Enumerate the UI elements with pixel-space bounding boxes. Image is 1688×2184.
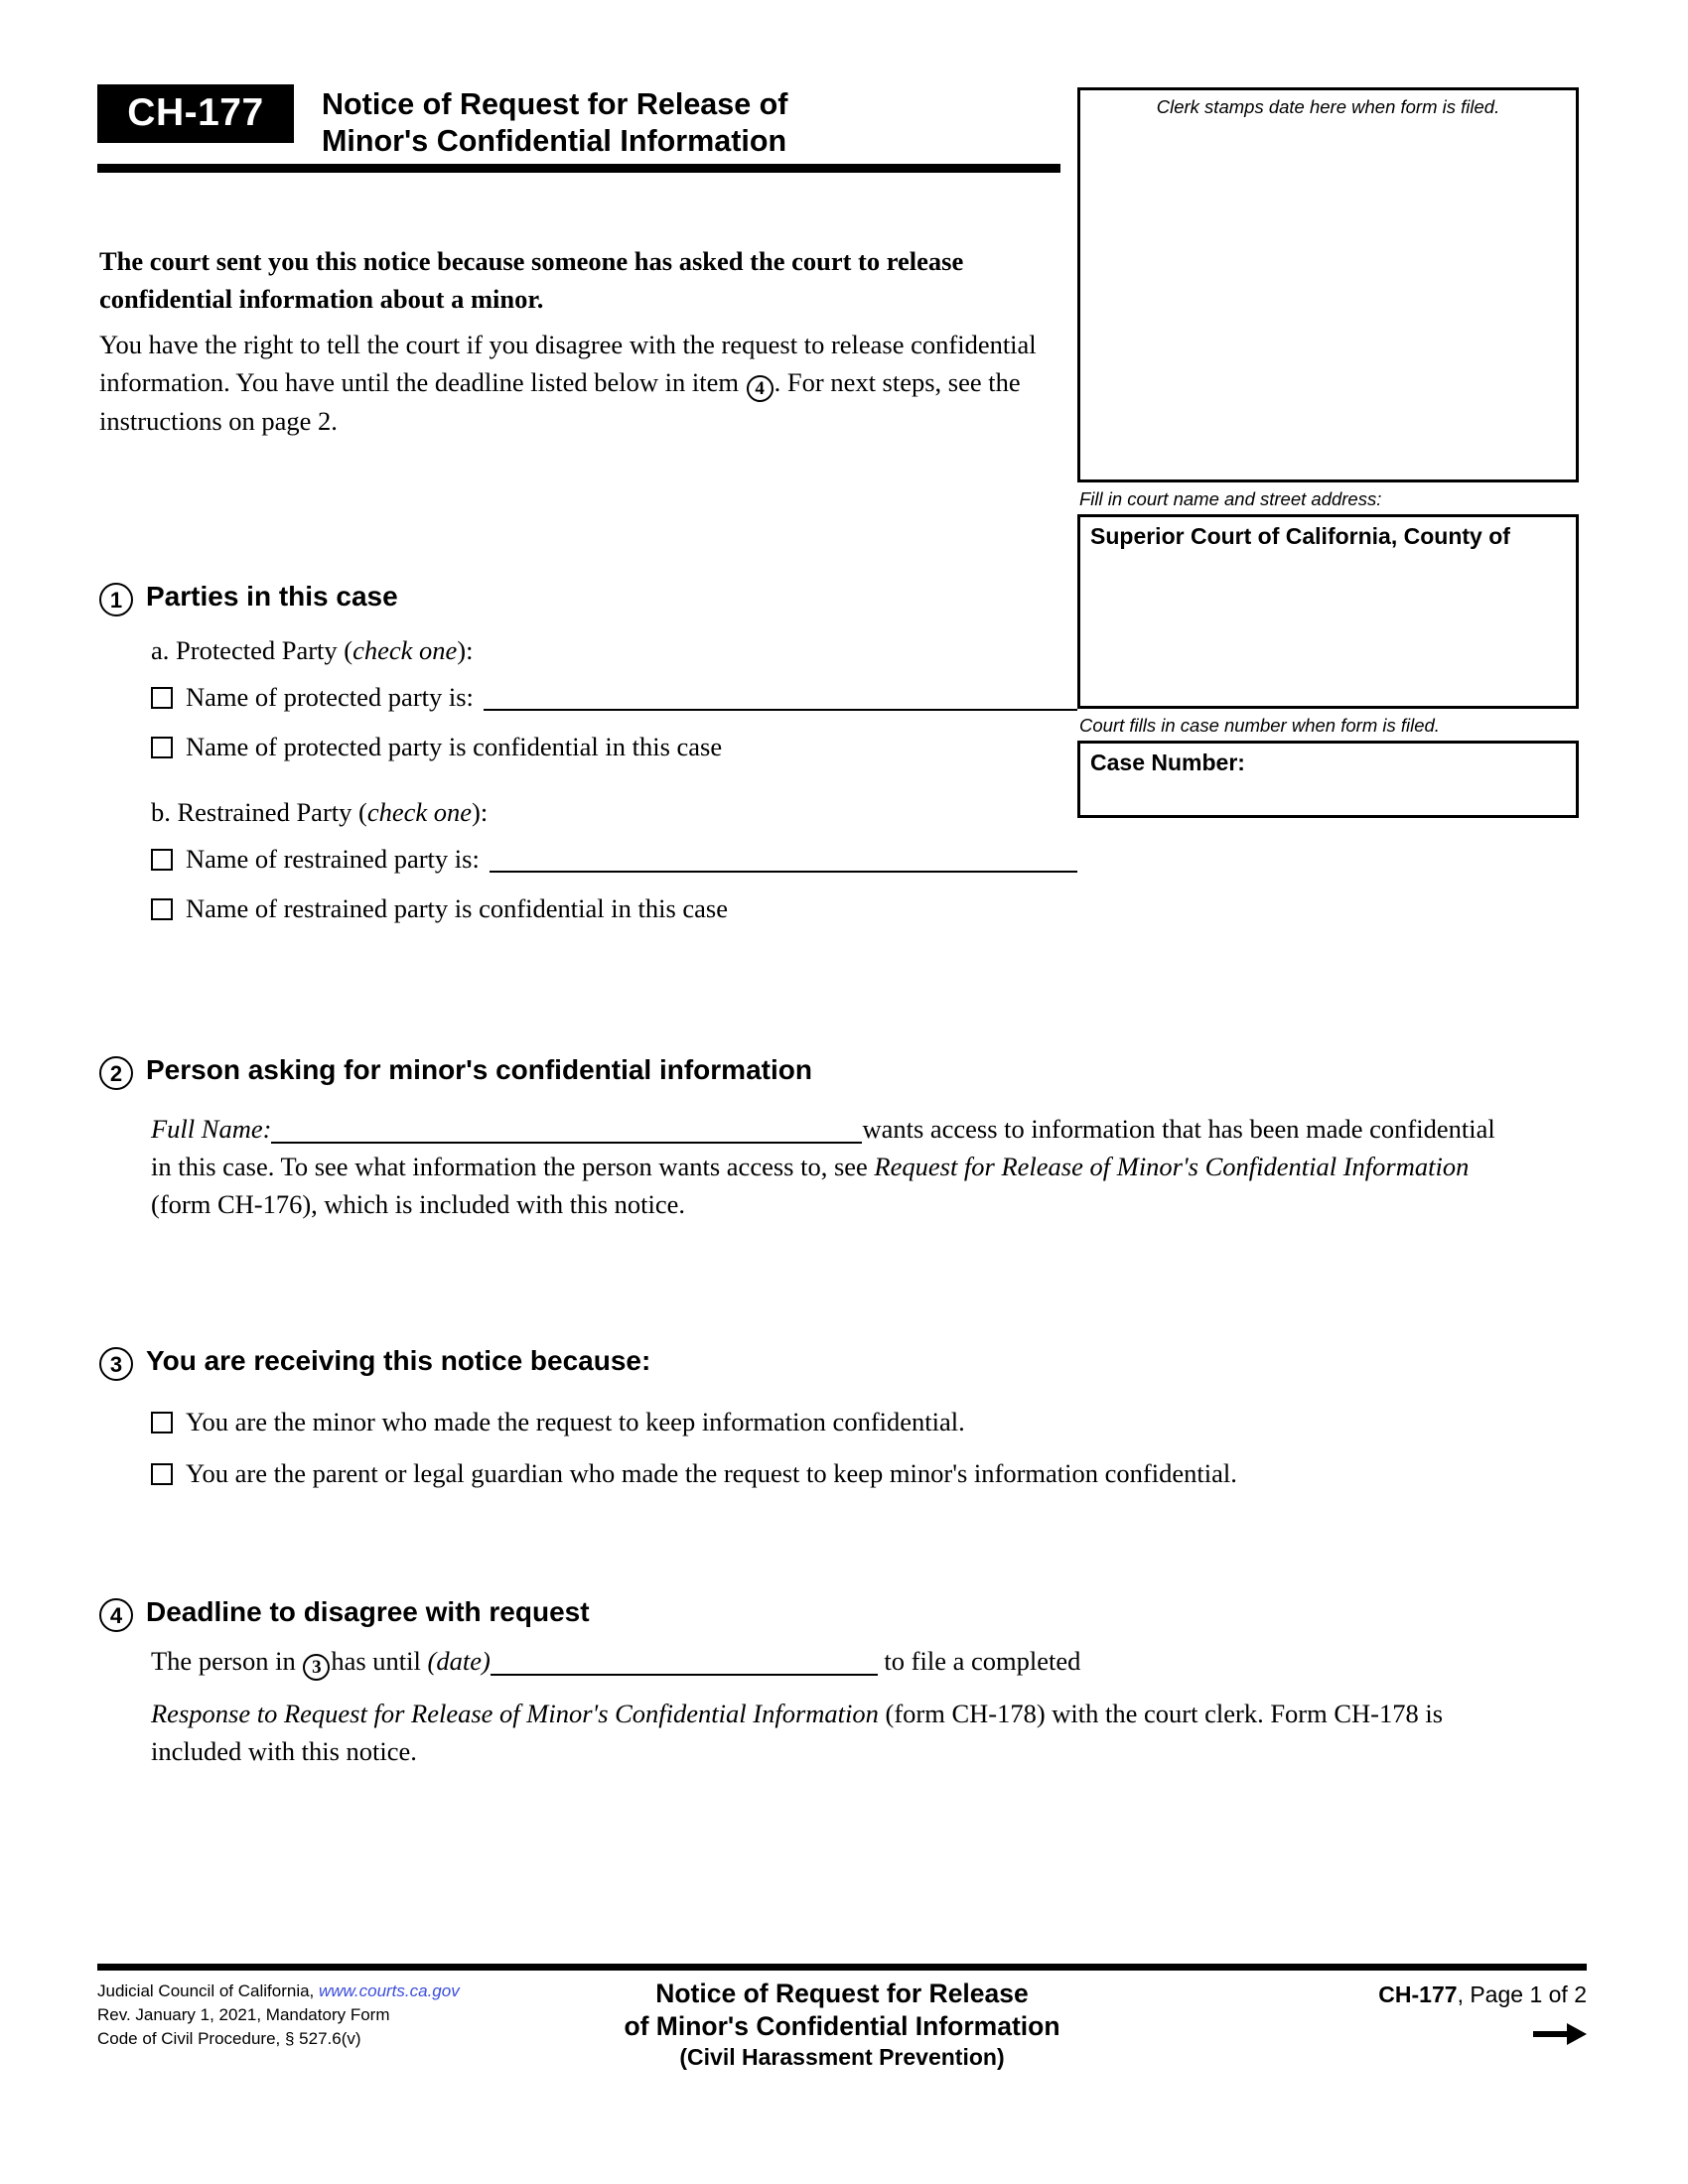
court-name-field[interactable] [1077,514,1579,709]
section-2-title: Person asking for minor's confidential information [146,1054,812,1085]
checkbox-you-are-guardian[interactable] [151,1463,173,1485]
checkbox-restrained-party-confidential-label: Name of restrained party is confidential in this case [186,893,729,924]
checkbox-you-are-minor-label: You are the minor who made the request to keep information confidential. [186,1407,965,1436]
court-name-label: Fill in court name and street address: [1079,488,1382,509]
footer-title-line1: Notice of Request for Release [655,1979,1029,2008]
section-2-body-line2: been made confidential in this case. To see what information the person wants access to, see [151,1114,1495,1182]
form-code-badge: CH-177 [97,84,294,143]
footer-page-number: , Page 1 of 2 [1457,1981,1587,2007]
full-name-input[interactable] [271,1142,862,1144]
restrained-party-label-suffix: ): [472,796,489,827]
deadline-mid: has until [331,1646,421,1676]
form-footer [97,1978,1587,2107]
footer-legal-info [97,1979,460,2051]
case-number-field[interactable] [1077,741,1579,818]
page-title [294,84,787,160]
checkbox-row-you-are-guardian[interactable] [151,1456,1509,1490]
checkbox-restrained-party-confidential[interactable] [151,898,173,920]
section-4-deadline-line [151,1642,1509,1681]
checkbox-protected-party-name-label: Name of protected party is: [186,682,474,712]
right-arrow-icon [1533,2023,1587,2043]
checkbox-restrained-party-name-label: Name of restrained party is: [186,843,480,874]
clerk-stamp-box [1077,87,1579,482]
court-name-value: Superior Court of California, County of [1090,523,1510,549]
footer-form-title [475,1978,1209,2072]
section-why-receiving [99,1345,1509,1491]
footer-page-label [1378,1981,1587,2008]
intro-block [99,243,1057,441]
courts-website-link[interactable]: www.courts.ca.gov [319,1981,460,2000]
restrained-party-label [151,797,1077,828]
section-2-heading [99,1054,1509,1090]
header-divider [97,164,1060,173]
section-number-4: 4 [99,1598,133,1632]
section-4-body-after: (form CH-178) with the court clerk. Form CH-178 is included with this notice. [151,1699,1444,1767]
section-parties [99,581,1077,926]
checkbox-row-restrained-confidential[interactable] [151,891,1077,925]
checkbox-row-restrained-name[interactable] [151,842,1077,876]
section-1-title: Parties in this case [146,581,398,612]
section-person-asking [99,1054,1509,1223]
section-4-title: Deadline to disagree with request [146,1596,590,1627]
section-4-body [151,1695,1509,1770]
section-3-title: You are receiving this notice because: [146,1345,651,1376]
protected-party-label-prefix: a. Protected Party ( [151,635,353,665]
checkbox-you-are-minor[interactable] [151,1412,173,1433]
section-2-after-line: wants access to information that has [862,1114,1243,1144]
clerk-stamp-caption: Clerk stamps date here when form is filed. [1156,96,1500,117]
intro-body-text [99,326,1057,440]
protected-party-name-input[interactable] [484,685,1077,711]
section-3-heading [99,1345,1509,1381]
item-reference-4: 4 [747,375,774,402]
checkbox-row-protected-confidential[interactable] [151,730,1077,763]
full-name-label: Full Name: [151,1114,272,1144]
deadline-date-label: (date) [427,1646,491,1676]
restrained-party-label-prefix: b. Restrained Party ( [151,796,367,827]
form-ch178-italic-title: Response to Request for Release of Minor's Confidential Information [151,1699,879,1728]
case-number-label: Court fills in case number when form is filed. [1079,715,1440,736]
intro-bold-text: The court sent you this notice because someone has asked the court to release confidential information about a minor. [99,246,964,314]
protected-party-label [151,635,1077,666]
protected-party-label-italic: check one [352,635,458,665]
checkbox-restrained-party-name[interactable] [151,849,173,871]
footer-page-info [1378,1981,1587,2049]
section-2-body [151,1110,1509,1223]
case-number-value: Case Number: [1090,750,1245,775]
intro-body-part1: You have the right to tell the court if you disagree with the request to release confidential information. You have until the deadline listed below in item [99,330,1037,398]
restrained-party-label-italic: check one [366,796,473,827]
footer-divider [97,1964,1587,1971]
deadline-prefix: The person in [151,1646,296,1676]
footer-code-line: Code of Civil Procedure, § 527.6(v) [97,2029,361,2049]
section-number-2: 2 [99,1056,133,1090]
section-2-body-line3: (form CH-176), which is included with this notice. [151,1189,686,1220]
page-title-line2: Minor's Confidential Information [322,124,787,159]
court-info-column [1077,87,1579,818]
checkbox-protected-party-confidential-label: Name of protected party is confidential in this case [186,732,723,762]
checkbox-protected-party-confidential[interactable] [151,737,173,758]
section-deadline [99,1596,1509,1770]
checkbox-protected-party-name[interactable] [151,687,173,709]
next-page-arrow-wrap [1378,2022,1587,2049]
deadline-suffix: to file a completed [884,1646,1081,1676]
footer-title-line2: of Minor's Confidential Information [624,2011,1060,2042]
section-number-1: 1 [99,583,133,616]
protected-party-label-suffix: ): [457,635,474,665]
item-reference-3: 3 [303,1654,330,1681]
footer-title-line3: (Civil Harassment Prevention) [679,2044,1005,2071]
section-1-heading [99,581,1077,616]
intro-body-part2: . For next steps, see the instructions on page 2. [99,367,1021,437]
footer-form-code: CH-177 [1378,1981,1458,2007]
checkbox-you-are-guardian-label: You are the parent or legal guardian who made the request to keep minor's information confidential. [186,1458,1237,1489]
page-title-line1: Notice of Request for Release of [322,87,788,121]
section-4-heading [99,1596,1509,1632]
form-ch176-italic-title: Request for Release of Minor's Confidential Information [874,1152,1470,1182]
checkbox-row-you-are-minor[interactable] [151,1405,1509,1438]
footer-revision-line: Rev. January 1, 2021, Mandatory Form [97,2005,390,2025]
footer-council-line [97,1979,460,2003]
form-header [97,84,1060,173]
restrained-party-name-input[interactable] [490,847,1077,873]
section-number-3: 3 [99,1347,133,1381]
footer-council-prefix: Judicial Council of California, [97,1981,319,2000]
deadline-date-input[interactable] [491,1674,878,1676]
checkbox-row-protected-name[interactable] [151,680,1077,714]
